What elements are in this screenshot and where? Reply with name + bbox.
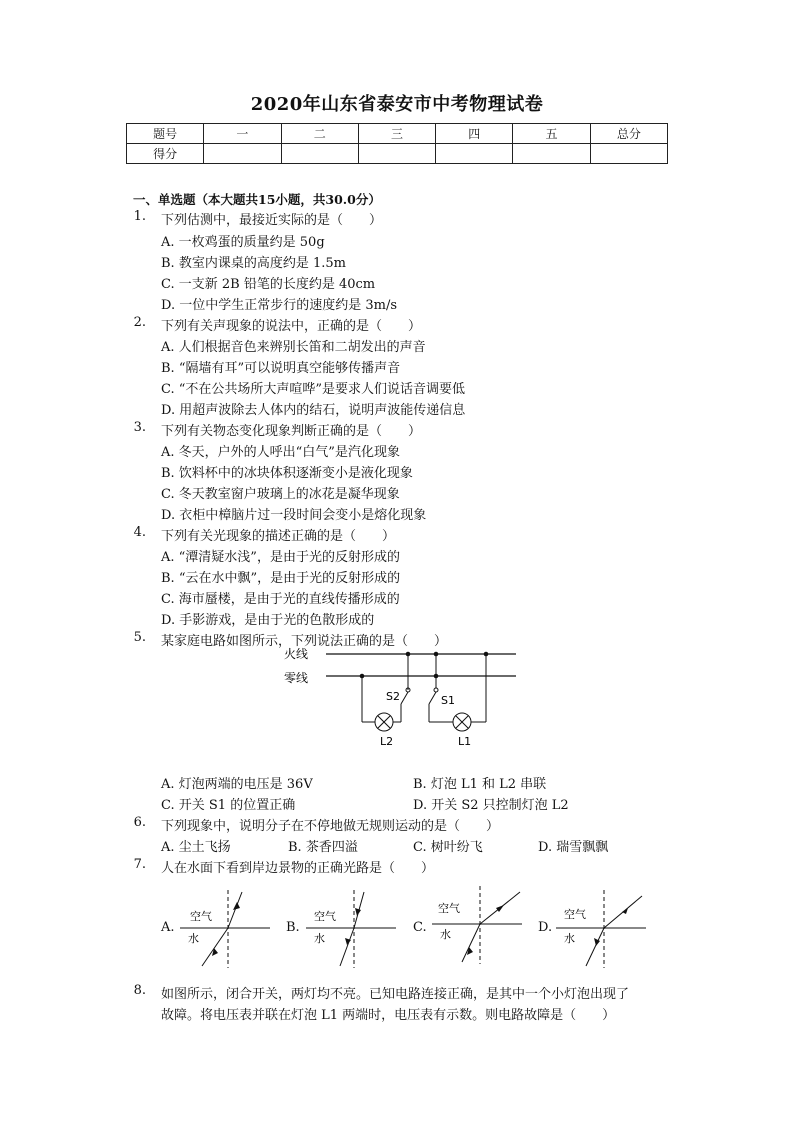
l1-label: L1	[458, 735, 472, 748]
question-stem: 下列有关声现象的说法中，正确的是（ ）	[161, 319, 422, 334]
ray-arrow	[496, 905, 504, 912]
air-label: 空气	[564, 908, 586, 921]
question-number: 6.	[133, 815, 146, 830]
question-number: 4.	[133, 525, 146, 540]
option[interactable]: C. 开关 S1 的位置正确	[161, 798, 296, 813]
live-wire-label: 火线	[284, 647, 309, 661]
option[interactable]: D. 衣柜中樟脑片过一段时间会变小是熔化现象	[161, 508, 427, 523]
table-cell: 五	[513, 124, 590, 144]
air-label: 空气	[438, 902, 460, 915]
option[interactable]: C. 冬天教室窗户玻璃上的冰花是凝华现象	[161, 487, 400, 502]
option[interactable]: C. 海市蜃楼，是由于光的直线传播形成的	[161, 592, 400, 607]
option[interactable]: C. 树叶纷飞	[413, 840, 483, 855]
option[interactable]: C.	[413, 920, 427, 935]
light-ray	[340, 928, 354, 966]
option[interactable]: C. “不在公共场所大声喧哗”是要求人们说话音调要低	[161, 382, 466, 397]
s2-label: S2	[386, 690, 400, 703]
light-ray	[462, 924, 480, 962]
table-cell: 四	[436, 124, 513, 144]
table-cell: 二	[281, 124, 358, 144]
table-cell[interactable]	[590, 144, 667, 164]
switch-s2	[401, 692, 408, 704]
question-number: 8.	[133, 983, 146, 998]
question-number: 1.	[133, 209, 146, 224]
question-number: 3.	[133, 420, 146, 435]
table-cell: 题号	[127, 124, 204, 144]
table-cell: 得分	[127, 144, 204, 164]
option[interactable]: A. “潭清疑水浅”，是由于光的反射形成的	[161, 550, 400, 565]
light-ray	[228, 892, 242, 928]
page-title: 2020年山东省泰安市中考物理试卷	[250, 94, 544, 115]
option[interactable]: A.	[161, 920, 175, 935]
ray-arrow	[622, 908, 628, 914]
option[interactable]: B. 灯泡 L1 和 L2 串联	[413, 777, 547, 792]
option[interactable]: B. “云在水中飘”，是由于光的反射形成的	[161, 571, 401, 586]
option[interactable]: A. 人们根据音色来辨别长笛和二胡发出的声音	[161, 340, 426, 355]
question-stem: 下列估测中，最接近实际的是（ ）	[161, 213, 383, 228]
light-ray	[586, 928, 604, 966]
light-ray	[202, 928, 228, 966]
l2-label: L2	[380, 735, 394, 748]
question-stem: 下列现象中，说明分子在不停地做无规则运动的是（ ）	[161, 819, 500, 834]
question-number: 7.	[133, 857, 146, 872]
section-heading: 一、单选题（本大题共15小题，共30.0分）	[133, 192, 381, 207]
neutral-wire-label: 零线	[284, 671, 309, 685]
table-row	[127, 144, 668, 164]
water-label: 水	[188, 932, 199, 945]
optics-diagram-a	[180, 888, 272, 970]
option[interactable]: A. 一枚鸡蛋的质量约是 50g	[161, 235, 325, 250]
option[interactable]: B. 教室内课桌的高度约是 1.5m	[161, 256, 346, 271]
switch-s1	[429, 692, 436, 704]
table-cell[interactable]	[204, 144, 281, 164]
option[interactable]: A. 灯泡两端的电压是 36V	[161, 777, 313, 792]
water-label: 水	[314, 932, 325, 945]
optics-diagram-b	[306, 888, 398, 970]
water-label: 水	[440, 928, 451, 941]
question-stem-continued: 故障。将电压表并联在灯泡 L1 两端时，电压表有示数。则电路故障是（ ）	[161, 1008, 616, 1023]
table-cell: 三	[358, 124, 435, 144]
ray-arrow	[467, 947, 473, 955]
option[interactable]: D. 手影游戏，是由于光的色散形成的	[161, 613, 375, 628]
switch-contact	[434, 688, 438, 692]
question-stem: 人在水面下看到岸边景物的正确光路是（ ）	[161, 861, 435, 876]
air-label: 空气	[190, 910, 212, 923]
question-number: 2.	[133, 315, 146, 330]
question-number: 5.	[133, 630, 146, 645]
household-circuit-diagram	[270, 642, 530, 752]
score-table	[126, 123, 668, 164]
water-label: 水	[564, 932, 575, 945]
option[interactable]: A. 冬天，户外的人呼出“白气”是汽化现象	[161, 445, 400, 460]
option[interactable]: D. 瑞雪飘飘	[538, 840, 609, 855]
air-label: 空气	[314, 910, 336, 923]
table-row	[127, 124, 668, 144]
option[interactable]: C. 一支新 2B 铅笔的长度约是 40cm	[161, 277, 376, 292]
option[interactable]: B.	[286, 920, 300, 935]
table-cell[interactable]	[358, 144, 435, 164]
s1-label: S1	[441, 694, 455, 707]
optics-diagram-c	[432, 884, 524, 966]
question-stem: 某家庭电路如图所示，下列说法正确的是（ ）	[161, 634, 448, 649]
option[interactable]: D. 开关 S2 只控制灯泡 L2	[413, 798, 569, 813]
table-cell[interactable]	[281, 144, 358, 164]
table-cell[interactable]	[513, 144, 590, 164]
question-stem: 下列有关光现象的描述正确的是（ ）	[161, 529, 396, 544]
option[interactable]: D.	[538, 920, 553, 935]
option[interactable]: D. 用超声波除去人体内的结石，说明声波能传递信息	[161, 403, 466, 418]
option[interactable]: A. 尘土飞扬	[161, 840, 231, 855]
option[interactable]: B. 饮料杯中的冰块体积逐渐变小是液化现象	[161, 466, 413, 481]
table-cell[interactable]	[436, 144, 513, 164]
option[interactable]: B. “隔墙有耳”可以说明真空能够传播声音	[161, 361, 401, 376]
question-stem: 如图所示，闭合开关，两灯均不亮。已知电路连接正确，是其中一个小灯泡出现了	[161, 987, 630, 1002]
question-stem: 下列有关物态变化现象判断正确的是（ ）	[161, 424, 422, 439]
table-cell: 一	[204, 124, 281, 144]
option[interactable]: D. 一位中学生正常步行的速度约是 3m/s	[161, 298, 398, 313]
ray-arrow	[233, 902, 240, 910]
option[interactable]: B. 茶香四溢	[288, 840, 358, 855]
optics-diagram-d	[556, 888, 648, 970]
table-cell: 总分	[590, 124, 667, 144]
